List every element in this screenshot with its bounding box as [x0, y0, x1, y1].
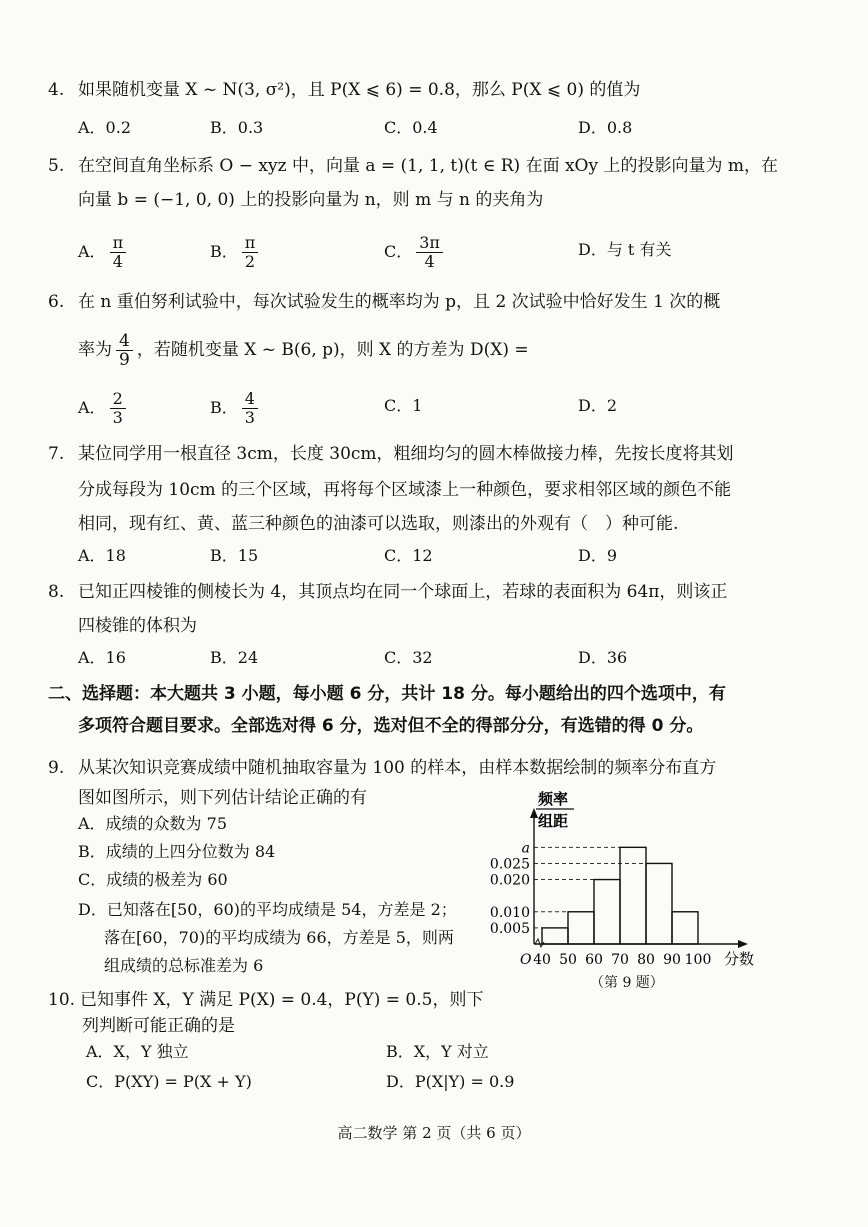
- q5-options: [78, 233, 818, 271]
- question-7-line2: 分成每段为 10cm 的三个区域，再将每个区域漆上一种颜色，要求相邻区域的颜色不能: [78, 480, 732, 500]
- question-number: 4.: [48, 80, 65, 100]
- question-7: [48, 438, 838, 470]
- fraction: [116, 332, 133, 369]
- question-stem-line1: 在 n 重伯努利试验中，每次试验发生的概率均为 p，且 2 次试验中恰好发生 1 次的概: [78, 292, 721, 312]
- q5-option-a[interactable]: [78, 234, 130, 271]
- option-label: C．: [86, 1072, 115, 1091]
- question-9-line2: 图如图所示，则下列估计结论正确的有: [78, 788, 367, 808]
- q7-option-a[interactable]: A．18: [78, 546, 126, 565]
- q4-option-c[interactable]: C．0.4: [384, 118, 438, 137]
- option-label: A．: [78, 242, 106, 261]
- q6-option-d[interactable]: [578, 390, 617, 422]
- q8-options: [78, 642, 818, 674]
- stem-text: ，若随机变量 X ~ B(6, p)，则 X 的方差为 D(X) =: [136, 340, 529, 360]
- q5-option-b[interactable]: [210, 234, 262, 271]
- question-number: 8.: [48, 582, 65, 602]
- q8-option-d[interactable]: D．36: [578, 648, 628, 667]
- x-tick-label: 70: [611, 952, 629, 968]
- q4-option-b[interactable]: B．0.3: [210, 118, 264, 137]
- q8-option-b[interactable]: B．24: [210, 648, 259, 667]
- fraction: [110, 390, 126, 427]
- fraction: [242, 390, 258, 427]
- question-number: 5.: [48, 156, 65, 176]
- y-axis-label-numerator: 频率: [538, 790, 569, 808]
- frequency-histogram: [476, 788, 776, 972]
- fraction: [110, 234, 127, 271]
- option-label: A．: [78, 398, 106, 417]
- q7-option-c[interactable]: C．12: [384, 546, 433, 565]
- q4-options: [78, 112, 818, 144]
- q4-option-d[interactable]: D．0.8: [578, 118, 633, 137]
- section-2-heading-line2: 多项符合题目要求。全部选对得 6 分，选对但不全的得部分分，有选错的得 0 分。: [78, 716, 704, 736]
- q10-option-c[interactable]: [86, 1066, 252, 1098]
- q4-option-a[interactable]: A．0.2: [78, 118, 132, 137]
- q7-option-b[interactable]: B．15: [210, 546, 259, 565]
- y-tick-label: 0.005: [489, 920, 530, 937]
- q6-option-c[interactable]: [384, 390, 422, 422]
- q7-option-d[interactable]: D．9: [578, 546, 618, 565]
- numerator: π: [110, 234, 127, 253]
- histogram-bar: [672, 912, 698, 944]
- x-tick-label: 60: [585, 952, 603, 968]
- question-stem-line1: 从某次知识竞赛成绩中随机抽取容量为 100 的样本，由样本数据绘制的频率分布直方: [78, 758, 717, 778]
- x-tick-label: 100: [684, 952, 712, 968]
- question-8-line2: 四棱锥的体积为: [78, 616, 197, 636]
- option-label: C．: [384, 242, 413, 261]
- option-label: D．: [578, 396, 607, 415]
- option-text: 1: [412, 396, 423, 415]
- question-stem-line1: 某位同学用一根直径 3cm，长度 30cm，粗细均匀的圆木棒做接力棒，先按长度将其划: [78, 444, 734, 464]
- numerator: 4: [242, 390, 258, 409]
- question-6-line2: [78, 332, 529, 369]
- histogram-bar: [620, 847, 646, 944]
- question-8: [48, 576, 838, 608]
- y-tick-label: 0.020: [489, 872, 530, 889]
- denominator: 2: [244, 252, 256, 271]
- figure-caption: （第 9 题）: [590, 975, 664, 991]
- q8-option-a[interactable]: A．16: [78, 648, 126, 667]
- numerator: 2: [110, 390, 126, 409]
- y-tick-label: 0.025: [489, 856, 530, 873]
- q9-option-a[interactable]: A．成绩的众数为 75: [78, 814, 228, 833]
- question-7-line3: 相同，现有红、黄、蓝三种颜色的油漆可以选取，则漆出的外观有（ ）种可能.: [78, 514, 679, 534]
- histogram-bar: [542, 928, 568, 944]
- x-tick-label: 50: [559, 952, 577, 968]
- q9-option-c[interactable]: C．成绩的极差为 60: [78, 870, 228, 889]
- fraction: [242, 234, 259, 271]
- question-4: [48, 74, 838, 106]
- section-2-heading: 二、选择题：本大题共 3 小题，每小题 6 分，共计 18 分。每小题给出的四个选项中，有: [48, 684, 726, 704]
- stem-text: 率为: [78, 340, 112, 360]
- denominator: 4: [112, 252, 123, 271]
- q8-option-c[interactable]: C．32: [384, 648, 433, 667]
- question-stem-line1: 已知正四棱锥的侧棱长为 4，其顶点均在同一个球面上，若球的表面积为 64π，则该正: [78, 582, 728, 602]
- page-footer: 高二数学 第 2 页（共 6 页）: [337, 1124, 531, 1142]
- numerator: 4: [116, 332, 133, 351]
- x-axis-label: 分数: [724, 950, 755, 968]
- option-label: D．: [578, 240, 607, 259]
- option-text: 2: [606, 396, 618, 415]
- question-number: 9.: [48, 758, 65, 778]
- y-tick-label: a: [521, 840, 530, 857]
- denominator: 9: [119, 350, 130, 370]
- option-expression: P(XY) = P(X + Y): [114, 1072, 252, 1091]
- question-number: 7.: [48, 444, 65, 464]
- x-tick-label: 40: [533, 952, 551, 968]
- question-number: 6.: [48, 292, 65, 312]
- q5-option-d[interactable]: [578, 234, 671, 266]
- q9-option-d-line2: 落在[60，70)的平均成绩为 66，方差是 5，则两: [104, 928, 454, 947]
- q9-option-d-line3: 组成绩的总标准差为 6: [104, 956, 264, 975]
- option-label: B．: [210, 242, 238, 261]
- origin-label: O: [520, 952, 532, 968]
- histogram-bar: [568, 912, 594, 944]
- q7-options: [78, 540, 818, 572]
- histogram-bar: [646, 863, 672, 944]
- q10-option-b[interactable]: B．X，Y 对立: [386, 1042, 489, 1061]
- y-axis-label-denominator: 组距: [538, 812, 569, 830]
- q9-option-b[interactable]: B．成绩的上四分位数为 84: [78, 842, 276, 861]
- q6-options: [78, 389, 818, 427]
- option-label: C．: [384, 396, 413, 415]
- question-9: [48, 752, 838, 784]
- histogram-bar: [594, 880, 620, 944]
- denominator: 3: [244, 408, 255, 427]
- q6-option-a[interactable]: [78, 390, 130, 427]
- y-tick-label: 0.010: [489, 904, 530, 921]
- question-5: [48, 150, 838, 182]
- question-6: [48, 286, 838, 318]
- denominator: 3: [112, 408, 123, 427]
- x-axis-arrow: [738, 940, 748, 948]
- option-text: 与 t 有关: [606, 240, 672, 259]
- numerator: π: [242, 234, 259, 253]
- denominator: 4: [424, 252, 435, 271]
- q10-option-d[interactable]: D．P(X|Y) = 0.9: [386, 1072, 515, 1091]
- question-10-line2: 列判断可能正确的是: [82, 1016, 235, 1036]
- q9-option-d[interactable]: D．已知落在[50，60)的平均成绩是 54，方差是 2；: [78, 900, 457, 919]
- question-5-line2: 向量 b = (−1, 0, 0) 上的投影向量为 n，则 m 与 n 的夹角为: [78, 190, 544, 210]
- numerator: 3π: [416, 234, 443, 253]
- question-number: 10.: [48, 990, 76, 1010]
- x-tick-label: 80: [637, 952, 655, 968]
- option-label: B．: [210, 398, 238, 417]
- fraction: [416, 234, 443, 271]
- x-tick-label: 90: [663, 952, 681, 968]
- q10-option-a[interactable]: A．X，Y 独立: [86, 1042, 189, 1061]
- q5-option-c[interactable]: [384, 234, 447, 271]
- question-stem: 如果随机变量 X ~ N(3, σ²)，且 P(X ⩽ 6) = 0.8，那么 P(X ⩽ 0) 的值为: [78, 80, 641, 100]
- question-stem-line1: 已知事件 X，Y 满足 P(X) = 0.4，P(Y) = 0.5，则下: [80, 990, 484, 1010]
- q6-option-b[interactable]: [210, 390, 262, 427]
- question-stem-line1: 在空间直角坐标系 O − xyz 中，向量 a = (1, 1, t)(t ∈ R) 在面 xOy 上的投影向量为 m，在: [78, 156, 779, 176]
